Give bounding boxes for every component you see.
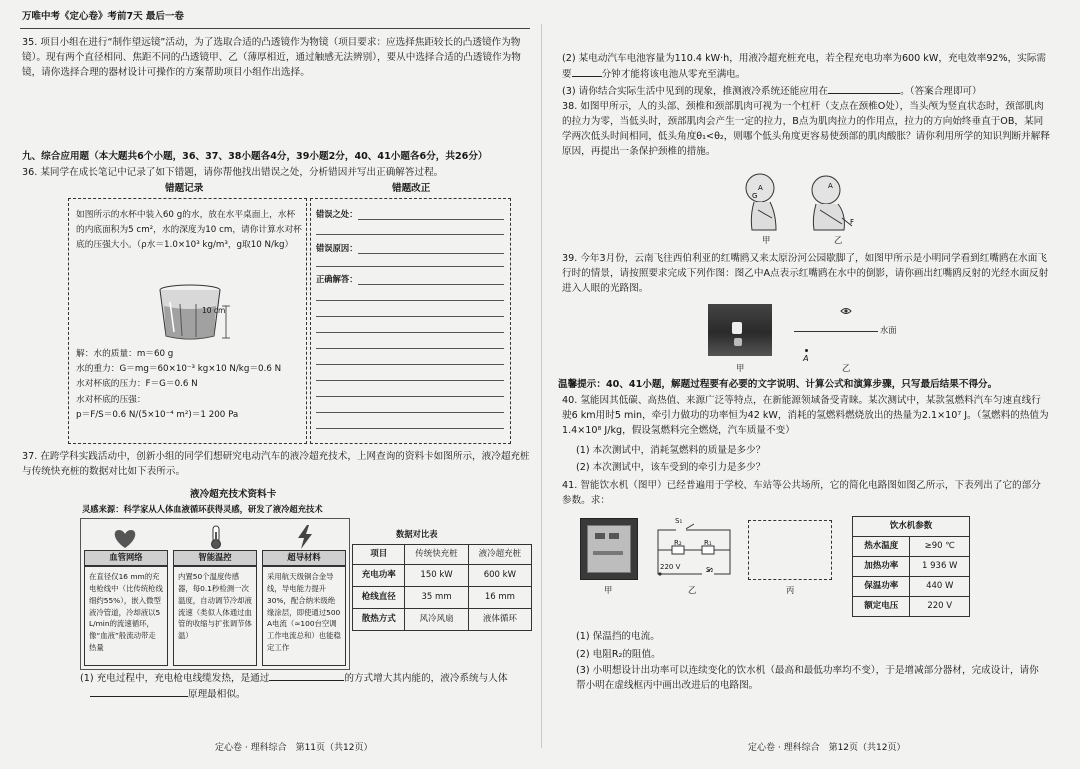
circuit-design-box[interactable] <box>748 520 832 580</box>
gull-photo <box>708 304 772 356</box>
question-39 <box>562 252 1050 297</box>
q37-sub3a: (3) 请你结合实际生活中见到的现象，推测液冷系统还能应用在 <box>562 86 829 97</box>
q37-sub2b: 分钟才能将该电池从零充至满电。 <box>601 68 746 80</box>
correct-answer-label: 正确解答： <box>316 274 358 284</box>
svg-text:G: G <box>752 192 758 200</box>
head-lever-figure-a <box>736 170 786 232</box>
eye-icon <box>840 305 852 317</box>
q38-fig-b-label: 乙 <box>834 235 843 245</box>
section-9-title: 九、综合应用题（本大题共6个小题，36、37、38小题各4分，39小题2分，40、41小题各6分，共26分） <box>22 151 488 162</box>
solution-line-3: 水对杯底的压力：F＝G＝0.6 N <box>76 379 198 390</box>
answer-line <box>316 300 504 301</box>
svg-text:F: F <box>850 218 855 226</box>
answer-blank[interactable] <box>572 67 602 77</box>
answer-blank[interactable] <box>90 687 188 697</box>
solution-line-5: p＝F/S＝0.6 N/(5×10⁻⁴ m²)＝1 200 Pa <box>76 409 239 420</box>
question-36 <box>22 166 532 181</box>
switch-s1-label: S₁ <box>675 517 683 525</box>
q41-fig-c-label: 丙 <box>786 585 795 595</box>
question-40 <box>562 394 1050 439</box>
q36-text: 某同学在成长笔记中记录了如下错题，请你帮他找出错误之处，分析错因并写出正确解答过程。 <box>40 167 444 178</box>
question-37 <box>22 450 532 480</box>
answer-line <box>316 234 504 235</box>
answer-line <box>316 364 504 365</box>
q35-text: 项目小组在进行“制作望远镜”活动，为了选取合适的凸透镜作为物镜（项目要求：应选择焦距较长的凸透镜作为物镜）。现有两个直径相同、焦距不同的凸透镜甲、乙（薄厚相近，通过触感无法辨别），要从中选择合适的凸透镜作为物镜，请你选择合理的器材设计可操作的方案帮助项目小组作出选择。 <box>22 37 521 78</box>
q39-fig-a-label: 甲 <box>736 363 745 373</box>
q37-sub1 <box>80 671 530 687</box>
q40-number: 40. <box>562 395 578 406</box>
param-value: 220 V <box>910 597 970 617</box>
q41-fig-a-label: 甲 <box>604 585 613 595</box>
footer-left: 定心卷 · 理科综合 第11页（共12页） <box>215 743 373 753</box>
q36-right-title: 错题改正 <box>392 183 431 194</box>
param-name: 加热功率 <box>853 557 910 577</box>
header-rule <box>20 28 530 29</box>
answer-line <box>316 266 504 267</box>
param-value: ≥90 ℃ <box>910 537 970 557</box>
param-name: 额定电压 <box>853 597 910 617</box>
param-value: 440 W <box>910 577 970 597</box>
solution-line-1: 解：水的质量：m＝60 g <box>76 349 174 359</box>
table-cell: 600 kW <box>468 565 531 587</box>
answer-line <box>316 316 504 317</box>
table-header: 项目 <box>353 545 405 565</box>
water-dispenser-photo <box>580 518 638 580</box>
table-cell: 枪线直径 <box>353 587 405 609</box>
table-row <box>853 597 970 617</box>
table-cell: 16 mm <box>468 587 531 609</box>
card-vessel-text: 在直径仅16 mm的充电枪线中（比传统枪线细约55%），嵌入微型液冷管道，冷却液以5 L/min的流速循环，像“血液”般流动带走热量 <box>89 572 163 653</box>
q35-number: 35. <box>22 37 38 48</box>
question-35 <box>22 36 532 82</box>
page-header-title: 万唯中考《定心卷》考前7天 最后一卷 <box>22 11 184 22</box>
table-row <box>853 557 970 577</box>
card-vessel-body <box>84 566 168 666</box>
answer-line <box>316 428 504 429</box>
table-row <box>853 537 970 557</box>
data-compare-table <box>352 544 532 631</box>
answer-line <box>316 332 504 333</box>
q36-solution <box>76 347 302 423</box>
resistor-r2-label: R₂ <box>674 539 682 547</box>
table-cell: 散热方式 <box>353 609 405 631</box>
error-reason-label: 错误原因： <box>316 243 358 253</box>
q39-fig-b-label: 乙 <box>842 363 851 373</box>
footer-right: 定心卷 · 理科综合 第12页（共12页） <box>748 743 906 753</box>
resistor-r1-label: R₁ <box>704 539 712 547</box>
cup-depth-label: 10 cm <box>202 306 226 315</box>
answer-blank[interactable] <box>269 671 344 681</box>
q37-sub2a: (2) 某电动汽车电池容量为110.4 kW·h，用液冷超充桩充电，若全程充电功率为600 kW，充电效率92%，实际需要 <box>562 53 1047 80</box>
table-header: 传统快充桩 <box>405 545 468 565</box>
thermometer-icon <box>206 524 226 550</box>
data-table-title: 数据对比表 <box>396 529 438 539</box>
table-cell: 充电功率 <box>353 565 405 587</box>
page-divider <box>541 24 542 748</box>
q40-sub1: (1) 本次测试中，消耗氢燃料的质量是多少？ <box>576 445 766 456</box>
card-super-body <box>262 566 346 666</box>
answer-line <box>358 253 504 254</box>
card-super-text: 采用航天级铜合金导线，导电能力提升30%，配合纳米级绝缘涂层，即使通过500 A电流（≈100台空调工作电流总和）也能稳定工作 <box>267 572 341 653</box>
table-row <box>853 577 970 597</box>
q41-fig-b-label: 乙 <box>688 585 697 595</box>
q40-text: 氢能因其低碳、高热值、来源广泛等特点，在新能源领域备受青睐。某次测试中，某款氢燃料汽车匀速直线行驶6 km用时5 min，牵引力做功的功率恒为42 kW，消耗的氢燃料燃烧放出的热量为2.1×10⁷ J。（氢燃料的热值为1.4×10⁸ J/kg，假设氢燃料完全燃烧，汽车质量不变） <box>562 395 1049 436</box>
answer-line <box>358 284 504 285</box>
answer-line <box>316 380 504 381</box>
q36-number: 36. <box>22 167 38 178</box>
card-temp-body <box>173 566 257 666</box>
error-place-label: 错误之处： <box>316 209 358 219</box>
q37-sub1a: (1) 充电过程中，充电枪电线缆发热，是通过 <box>80 673 270 684</box>
answer-blank[interactable] <box>828 84 900 94</box>
q36-problem: 如图所示的水杯中装入60 g的水，放在水平桌面上，水杯的内底面积为5 cm²，水的深度为10 cm，请你计算水对杯底的压强大小。（ρ水＝1.0×10³ kg/m³，g取10 N/kg） <box>76 210 302 250</box>
answer-line <box>316 396 504 397</box>
answer-line <box>358 219 504 220</box>
q38-number: 38. <box>562 101 578 112</box>
q38-fig-a-label: 甲 <box>762 235 771 245</box>
param-name: 保温功率 <box>853 577 910 597</box>
circuit-diagram <box>652 520 736 582</box>
water-surface-line <box>794 331 878 332</box>
q36-left-title: 错题记录 <box>165 183 204 194</box>
card-temp-text: 内置50个温度传感器，每0.1秒检测一次温度，自动调节冷却液流速（类似人体通过血管的收缩与扩张调节体温） <box>178 572 252 641</box>
dispenser-params-table <box>852 516 970 617</box>
q40-sub2: (2) 本次测试中，该车受到的牵引力是多少？ <box>576 462 766 473</box>
q39-text: 今年3月份，云南飞往西伯利亚的红嘴鸥又来太原汾河公园歇脚了，如图甲所示是小明同学看到红嘴鸥在水面飞行时的情景，请按照要求完成下列作图：图乙中A点表示红嘴鸥在水中的倒影，请你画出红嘴鸥反射的光经水面反射进入人眼的光路图。 <box>562 253 1049 294</box>
solution-line-2: 水的重力：G＝mg＝60×10⁻³ kg×10 N/kg＝0.6 N <box>76 364 282 375</box>
svg-text:A: A <box>828 182 833 190</box>
table-row <box>353 609 532 631</box>
q37-sub1c: 原理最相似。 <box>188 689 246 700</box>
q41-number: 41. <box>562 480 578 491</box>
card-super-title: 超导材料 <box>262 550 346 566</box>
solution-line-4: 水对杯底的压强： <box>76 394 146 405</box>
q38-text: 如图甲所示，人的头部、颈椎和颈部肌肉可视为一个杠杆（支点在颈椎O处），当头颅为竖直状态时，颈部肌肉的拉力为零，当低头时，颈部肌肉会产生一定的拉力，B点为肌肉拉力的作用点，拉力的方向始终垂直于OB，某同学两次低头时间相同，低头角度θ₁<θ₂，则哪个低头角度更容易使颈部的肌肉酸胀？请你利用所学的知识判断并解释原因，再提出一条保护颈椎的措施。 <box>562 101 1050 157</box>
question-38 <box>562 100 1050 159</box>
q41-sub1: (1) 保温挡的电流。 <box>576 631 660 642</box>
q37-sub3b: 。（答案合理即可） <box>900 86 982 97</box>
q37-sub2 <box>562 52 1052 83</box>
lightning-icon <box>293 524 317 550</box>
q37-card-title: 液冷超充技术资料卡 <box>190 489 277 500</box>
q41-sub2: (2) 电阻R₂的阻值。 <box>576 649 661 660</box>
card-temp-title: 智能温控 <box>173 550 257 566</box>
q37-sub1b: 的方式增大其内能的，液冷系统与人体 <box>344 673 508 684</box>
answer-line <box>316 348 504 349</box>
table-cell: 风冷风扇 <box>405 609 468 631</box>
point-a-label: A <box>803 353 809 363</box>
water-surface-label: 水面 <box>880 325 897 335</box>
q41-text: 智能饮水机（图甲）已经普遍用于学校、车站等公共场所，它的简化电路图如图乙所示，下表列出了它的部分参数。求： <box>562 480 1041 506</box>
table-cell: 液体循环 <box>468 609 531 631</box>
q37-sub3 <box>562 84 1052 100</box>
table-row <box>353 565 532 587</box>
switch-s2-label: S₂ <box>706 566 714 574</box>
params-title: 饮水机参数 <box>853 517 970 537</box>
q41-sub3: (3) 小明想设计出功率可以连续变化的饮水机（最高和最低功率均不变），于是增减部分器材，完成设计，请你帮小明在虚线框丙中画出改进后的电路图。 <box>576 665 1039 691</box>
q37-inspiration: 灵感来源：科学家从人体血液循环获得灵感，研发了液冷超充技术 <box>82 504 323 514</box>
q37-text: 在跨学科实践活动中，创新小组的同学们想研究电动汽车的液冷超充技术，上网查询的资料卡如图所示，液冷超充桩与传统快充桩的数据对比如下表所示。 <box>22 451 530 477</box>
card-vessel-title: 血管网络 <box>84 550 168 566</box>
table-cell: 150 kW <box>405 565 468 587</box>
q37-number: 37. <box>22 451 38 462</box>
answer-line <box>316 412 504 413</box>
q39-number: 39. <box>562 253 578 264</box>
voltage-label: 220 V <box>660 563 681 571</box>
question-41 <box>562 479 1050 509</box>
water-cup-figure <box>150 282 250 342</box>
table-header: 液冷超充桩 <box>468 545 531 565</box>
table-cell: 35 mm <box>405 587 468 609</box>
param-name: 热水温度 <box>853 537 910 557</box>
calculation-tip: 温馨提示：40、41小题，解题过程要有必要的文字说明、计算公式和演算步骤，只写最后结果不得分。 <box>558 379 998 390</box>
table-row <box>353 587 532 609</box>
param-value: 1 936 W <box>910 557 970 577</box>
heart-icon <box>110 526 140 550</box>
q37-sub1-line2 <box>90 687 530 703</box>
head-lever-figure-b <box>800 170 864 232</box>
svg-text:A: A <box>758 184 763 192</box>
